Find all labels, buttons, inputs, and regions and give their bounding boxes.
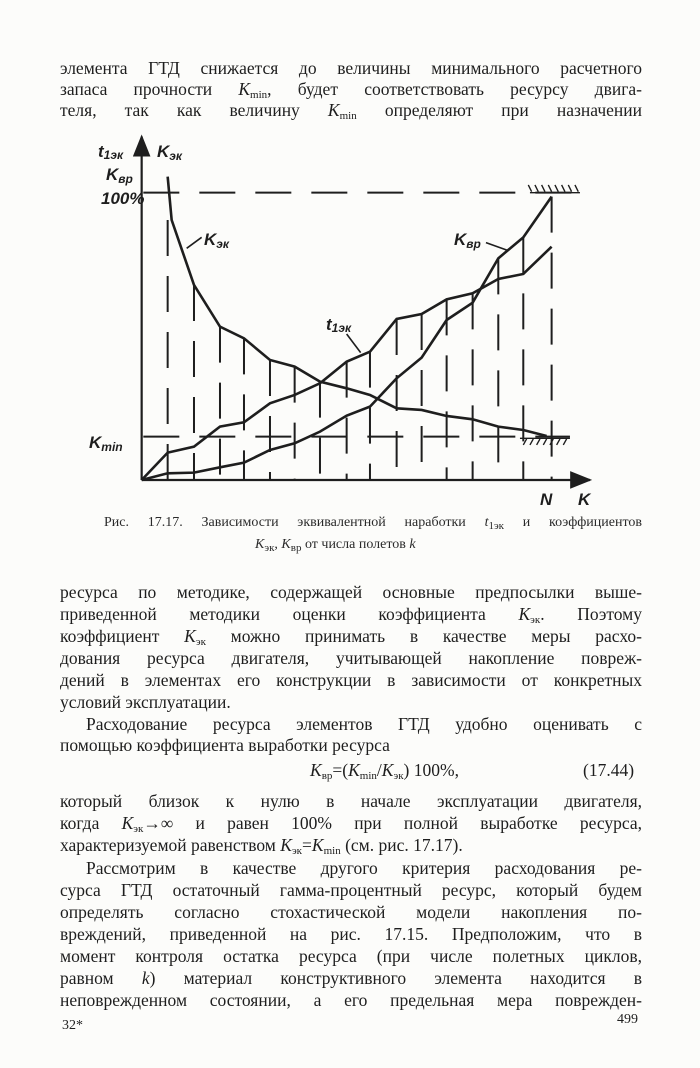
symbol-subscript: эк bbox=[393, 770, 404, 782]
symbol-base: K bbox=[348, 760, 360, 780]
text-line bbox=[60, 946, 642, 966]
text-run: дования ресурса двигателя, учитывающей накопление повреж- bbox=[60, 648, 642, 668]
math-symbol bbox=[184, 626, 206, 646]
text-run: (см. рис. 17.17). bbox=[340, 835, 463, 855]
text-run: момент контроля остатка ресурса (при числе полетных циклов, bbox=[60, 946, 642, 966]
text-line bbox=[60, 626, 642, 646]
symbol-subscript: вр bbox=[321, 770, 333, 782]
y-axis-label-kvr: Kвр bbox=[106, 165, 133, 186]
text-line bbox=[60, 924, 642, 944]
text-line bbox=[60, 880, 642, 900]
symbol-subscript: 1эк bbox=[488, 520, 505, 532]
text-run: ) 100%, bbox=[403, 760, 459, 780]
text-run: приведенной методики оценки коэффициента bbox=[60, 604, 519, 624]
leader-kvr bbox=[486, 243, 508, 251]
text-run: характеризуемой равенством bbox=[60, 835, 281, 855]
math-symbol bbox=[382, 760, 404, 780]
symbol-base: K bbox=[255, 537, 265, 552]
symbol-subscript: эк bbox=[291, 845, 303, 857]
text-line bbox=[86, 858, 642, 878]
leader-kek bbox=[187, 237, 202, 248]
signature-mark: 32* bbox=[62, 1018, 83, 1033]
text-line bbox=[60, 604, 642, 624]
leader-t1ek bbox=[347, 334, 361, 353]
text-run: вреждений, приведенной на рис. 17.15. Предположим, что в bbox=[60, 924, 642, 944]
text-run: равном bbox=[60, 968, 142, 988]
math-symbol bbox=[280, 835, 302, 855]
page-number: 499 bbox=[617, 1012, 638, 1027]
text-run: ресурса по методике, содержащей основные предпосылки выше- bbox=[60, 582, 642, 602]
text-run: помощью коэффициента выработки ресурса bbox=[60, 735, 390, 755]
symbol-subscript: эк bbox=[195, 636, 206, 648]
symbol-subscript: эк bbox=[133, 823, 144, 835]
text-line bbox=[60, 692, 642, 712]
text-line bbox=[60, 835, 642, 855]
symbol-base: K bbox=[381, 760, 394, 780]
text-run: запаса прочности bbox=[60, 79, 239, 99]
text-run: Рассмотрим в качестве другого критерия расходования ре- bbox=[86, 858, 642, 878]
text-run: коэффициент bbox=[60, 626, 185, 646]
text-run: дений в элементах его конструкции в зависимости от конкретных bbox=[60, 670, 642, 690]
symbol-base: K bbox=[518, 604, 531, 624]
figure-caption-line bbox=[255, 536, 416, 554]
symbol-subscript: вр bbox=[290, 542, 302, 554]
symbol-base: K bbox=[121, 813, 134, 833]
symbol-subscript: min bbox=[323, 845, 341, 857]
text-line bbox=[60, 735, 642, 755]
hatch-top bbox=[528, 185, 580, 193]
curve-label-kek: Kэк bbox=[204, 230, 229, 251]
text-line bbox=[60, 791, 642, 811]
math-symbol bbox=[142, 968, 150, 988]
text-run: Расходование ресурса элементов ГТД удобно оценивать с bbox=[86, 714, 642, 734]
text-line bbox=[60, 648, 642, 668]
text-run: и коэффициентов bbox=[504, 515, 642, 530]
x-label-n: N bbox=[540, 490, 553, 509]
math-symbol bbox=[485, 515, 504, 530]
symbol-base: K bbox=[311, 835, 324, 855]
text-run: определять согласно стохастической модели накопления по- bbox=[60, 902, 642, 922]
level-100-label: 100% bbox=[101, 189, 145, 208]
symbol-base: K bbox=[327, 100, 340, 120]
level-kmin-label: Kmin bbox=[89, 433, 123, 454]
text-run: теля, так как величину bbox=[60, 100, 328, 120]
x-label-k: K bbox=[578, 490, 591, 509]
curve-label-kvr: Kвр bbox=[454, 230, 481, 251]
text-run: сурса ГТД остаточный гамма-процентный ресурс, который будем bbox=[60, 880, 642, 900]
text-run: условий эксплуатации. bbox=[60, 692, 231, 712]
symbol-base: K bbox=[238, 79, 251, 99]
symbol-subscript: min bbox=[359, 770, 377, 782]
text-run: определяют при назначении bbox=[356, 100, 642, 120]
math-symbol bbox=[348, 760, 377, 780]
symbol-base: K bbox=[281, 537, 291, 552]
text-line bbox=[60, 813, 642, 833]
math-symbol bbox=[310, 760, 332, 780]
text-line bbox=[86, 714, 642, 734]
figure-17-17 bbox=[0, 0, 700, 520]
text-line bbox=[60, 670, 642, 690]
math-symbol bbox=[122, 813, 144, 833]
math-symbol bbox=[518, 604, 540, 624]
text-run: = bbox=[302, 835, 312, 855]
y-axis-label-kek: Kэк bbox=[157, 142, 182, 163]
text-run: Рис. 17.17. Зависимости эквивалентной наработки bbox=[104, 515, 485, 530]
text-run: от числа полетов bbox=[301, 537, 410, 552]
symbol-base: t bbox=[484, 515, 489, 530]
text-line bbox=[60, 968, 642, 988]
equation-number: (17.44) bbox=[583, 760, 635, 780]
text-run: , bbox=[274, 537, 282, 552]
text-line bbox=[60, 990, 642, 1010]
symbol-subscript: эк bbox=[264, 542, 275, 554]
symbol-base: k bbox=[409, 537, 416, 552]
formula-17-44 bbox=[310, 760, 459, 781]
symbol-base: K bbox=[310, 760, 322, 780]
symbol-subscript: эк bbox=[530, 614, 541, 626]
text-run: →∞ и равен 100% при полной выработке ресурса, bbox=[143, 813, 642, 833]
symbol-base: K bbox=[280, 835, 292, 855]
symbol-base: k bbox=[141, 968, 150, 988]
text-run: , будет соответствовать ресурсу двига- bbox=[267, 79, 642, 99]
text-run: ) материал конструктивного элемента находится в bbox=[149, 968, 642, 988]
text-run: / bbox=[376, 760, 382, 780]
y-axis-label-t1ek: t1эк bbox=[98, 142, 124, 162]
math-symbol bbox=[255, 537, 274, 552]
math-symbol bbox=[312, 835, 341, 855]
text-run: =( bbox=[332, 760, 349, 780]
text-run: неповрежденном состоянии, а его предельная мера поврежден- bbox=[60, 990, 642, 1010]
math-symbol bbox=[281, 537, 301, 552]
text-line bbox=[60, 582, 642, 602]
symbol-base: K bbox=[184, 626, 196, 646]
symbol-subscript: min bbox=[250, 89, 268, 101]
text-line bbox=[60, 902, 642, 922]
curve-kek bbox=[168, 177, 547, 436]
text-run: . Поэтому bbox=[540, 604, 642, 624]
symbol-subscript: min bbox=[339, 110, 357, 122]
text-run: который близок к нулю в начале эксплуатации двигателя, bbox=[60, 791, 642, 811]
figure-caption-line bbox=[104, 514, 642, 532]
curve-label-t1ek: t1эк bbox=[326, 315, 352, 335]
hatch-bottom bbox=[520, 438, 570, 445]
text-run: когда bbox=[60, 813, 122, 833]
math-symbol bbox=[409, 537, 415, 552]
text-run: элемента ГТД снижается до величины минимального расчетного bbox=[60, 58, 642, 78]
text-run: можно принимать в качестве меры расхо- bbox=[205, 626, 642, 646]
